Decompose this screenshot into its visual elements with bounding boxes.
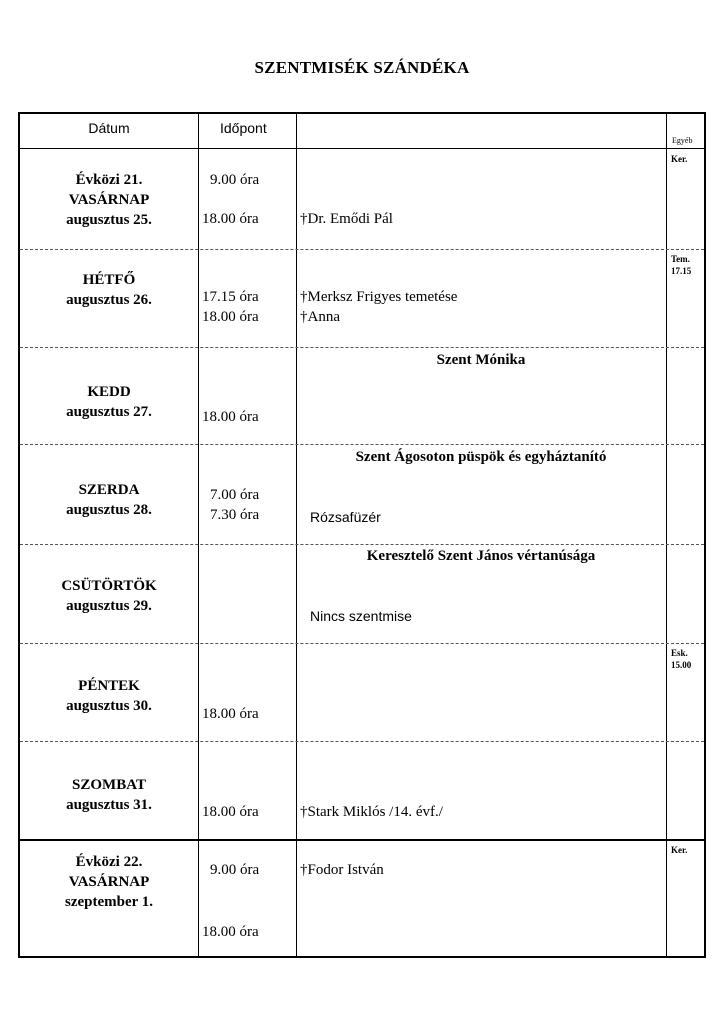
row-divider	[20, 741, 704, 742]
time-item: 18.00 óra	[202, 409, 259, 425]
intention-item: †Dr. Emődi Pál	[300, 211, 393, 227]
time-item: 18.00 óra	[202, 309, 259, 325]
intention-item: Rózsafüzér	[310, 509, 381, 525]
column-divider	[296, 114, 297, 956]
date-label: PÉNTEK augusztus 30.	[66, 678, 152, 714]
intention-item: Nincs szentmise	[310, 608, 412, 624]
intention-item: †Merksz Frigyes temetése	[300, 289, 458, 305]
header-divider	[20, 148, 704, 149]
date-label: HÉTFŐ augusztus 26.	[66, 272, 152, 308]
time-item: 7.30 óra	[210, 507, 260, 523]
time-item: 7.00 óra	[210, 487, 260, 503]
row-divider	[20, 544, 704, 545]
feast-title: Szent Ágosoton püspök és egyháztanító	[355, 449, 607, 465]
intention-item: †Fodor István	[300, 862, 384, 878]
feast-title: Keresztelő Szent János vértanúsága	[366, 548, 596, 564]
row-divider	[20, 444, 704, 445]
date-label: Évközi 22. VASÁRNAP szeptember 1.	[64, 854, 154, 910]
row-divider	[20, 643, 704, 644]
row-divider	[20, 249, 704, 250]
date-label: SZERDA augusztus 28.	[66, 482, 152, 518]
time-item: 18.00 óra	[202, 804, 259, 820]
intention-item: †Anna	[300, 309, 340, 325]
date-label: CSÜTÖRTÖK augusztus 29.	[61, 578, 157, 614]
page-title: SZENTMISÉK SZÁNDÉKA	[254, 58, 470, 77]
schedule-table	[18, 112, 706, 958]
feast-title: Szent Mónika	[436, 352, 526, 368]
time-item: 9.00 óra	[210, 172, 260, 188]
date-label: Évközi 21. VASÁRNAP augusztus 25.	[66, 172, 152, 228]
time-item: 18.00 óra	[202, 706, 259, 722]
column-divider	[666, 114, 667, 956]
other-note: Tem. 17.15	[671, 254, 692, 276]
date-label: SZOMBAT augusztus 31.	[66, 777, 152, 813]
row-divider	[20, 347, 704, 348]
header-date: Dátum	[88, 120, 130, 136]
other-note: Ker.	[671, 845, 688, 855]
other-note: Ker.	[671, 154, 688, 164]
header-time: Időpont	[220, 120, 267, 136]
header-other: Egyéb	[672, 136, 693, 145]
other-note: Esk. 15.00	[671, 648, 692, 670]
column-divider	[198, 114, 199, 956]
time-item: 9.00 óra	[210, 862, 260, 878]
time-item: 18.00 óra	[202, 924, 259, 940]
intention-item: †Stark Miklós /14. évf./	[300, 804, 443, 820]
row-divider	[20, 839, 704, 841]
date-label: KEDD augusztus 27.	[66, 384, 152, 420]
time-item: 17.15 óra	[202, 289, 259, 305]
time-item: 18.00 óra	[202, 211, 259, 227]
